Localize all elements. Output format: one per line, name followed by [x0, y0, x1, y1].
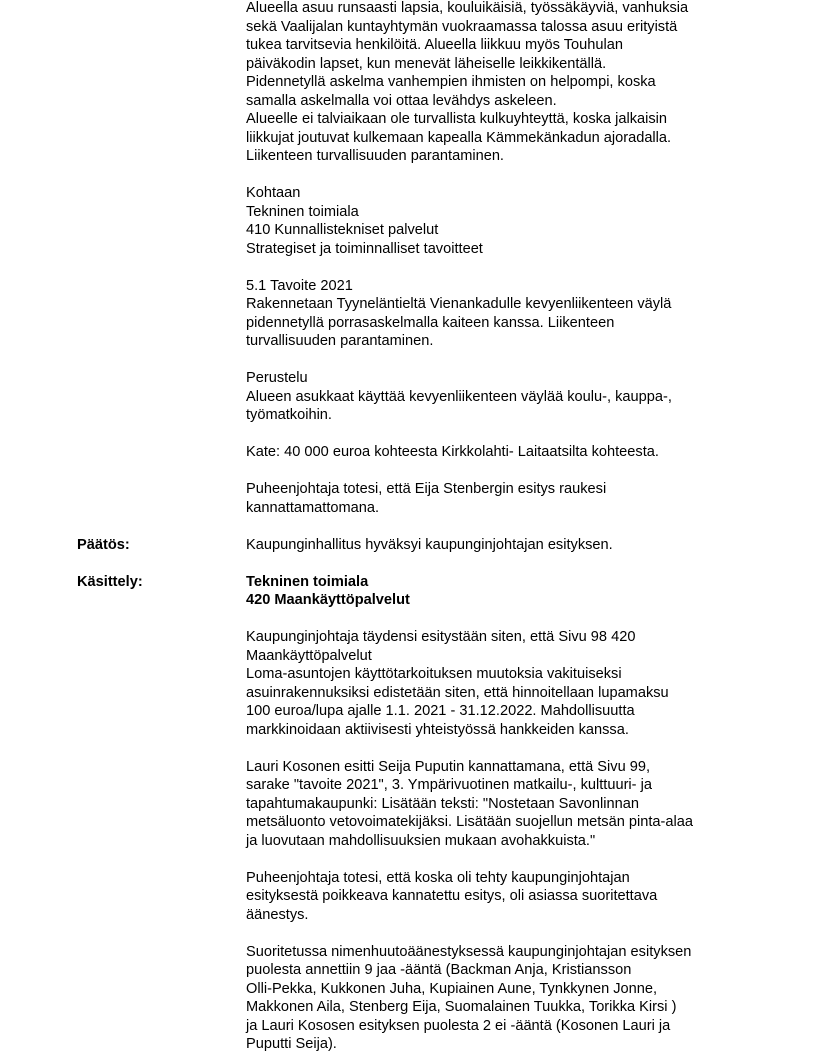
text-line: Loma-asuntojen käyttötarkoituksen muutoksia vakituiseksi [246, 666, 622, 682]
kasittely-paragraph-3 [246, 869, 746, 925]
kasittely-label: Käsittely: [77, 573, 143, 590]
text-line: Suoritetussa nimenhuutoäänestyksessä kaupunginjohtajan esityksen [246, 943, 692, 960]
text-line: Kohtaan [246, 185, 301, 201]
text-line: Perustelu [246, 370, 308, 386]
text-line: pidennetyllä porrasaskelmalla kaiteen kanssa. Liikenteen [246, 314, 615, 331]
text-line: Puheenjohtaja totesi, että koska oli tehty kaupunginjohtajan [246, 869, 630, 886]
text-line: Puputti Seija). [246, 1036, 337, 1052]
text-line: sekä Vaalijalan kuntayhtymän vuokraamassa talossa asuu erityistä [246, 18, 678, 35]
text-line: asuinrakennuksiksi edistetään siten, että hinnoitellaan lupamaksu [246, 684, 669, 701]
perustelu-paragraph [246, 369, 746, 425]
tavoite-paragraph [246, 277, 746, 351]
text-line: Olli-Pekka, Kukkonen Juha, Kupiainen Aune, Tynkkynen Jonne, [246, 980, 658, 997]
document-body [246, 0, 746, 1054]
kohtaan-paragraph [246, 184, 746, 258]
text-line: Kaupunginjohtaja täydensi esitystään siten, että Sivu 98 420 [246, 629, 636, 645]
heading-line: 420 Maankäyttöpalvelut [246, 592, 410, 608]
text-line: Strategiset ja toiminnalliset tavoitteet [246, 240, 483, 257]
kasittely-paragraph-1 [246, 628, 746, 739]
text-line: metsäluonto vetovoimatekijäksi. Lisätään suojellun metsän pinta-alaa [246, 814, 693, 830]
text-line: samalla askelmalla voi ottaa levähdys askeleen. [246, 92, 557, 109]
text-line: Liikenteen turvallisuuden parantaminen. [246, 148, 504, 164]
text-line: Pidennetyllä askelma vanhempien ihmisten on helpompi, koska [246, 74, 656, 90]
text-line: 410 Kunnallistekniset palvelut [246, 222, 439, 238]
text-line: Alueelle ei talviaikaan ole turvallista kulkuyhteyttä, koska jalkaisin [246, 111, 668, 127]
kasittely-paragraph-4 [246, 943, 746, 1054]
text-line: ja luovutaan mahdollisuuksien mukaan avohakkuista." [246, 832, 596, 849]
text-line: Puheenjohtaja totesi, että Eija Stenbergin esitys raukesi [246, 481, 607, 497]
kate-line: Kate: 40 000 euroa kohteesta Kirkkolahti- Laitaatsilta kohteesta. [246, 444, 659, 460]
kasittely-paragraph-2 [246, 758, 746, 851]
text-line: liikkujat joutuvat kulkemaan kapealla Kämmekänkadun ajoradalla. [246, 129, 672, 146]
text-line: päiväkodin lapset, kun menevät läheiselle leikkikentällä. [246, 55, 607, 72]
puheenjohtaja-paragraph [246, 480, 746, 517]
text-line: Tekninen toimiala [246, 203, 359, 220]
text-line: äänestys. [246, 906, 309, 923]
text-line: tapahtumakaupunki: Lisätään teksti: "Nostetaan Savonlinnan [246, 795, 639, 812]
text-line: markkinoidaan aktiivisesti yhteistyössä hankkeiden kanssa. [246, 721, 629, 738]
text-line: kannattamattomana. [246, 499, 380, 516]
text-line: Lauri Kosonen esitti Seija Puputin kannattamana, että Sivu 99, [246, 758, 651, 775]
text-line: Maankäyttöpalvelut [246, 647, 372, 664]
kasittely-heading [246, 573, 746, 610]
text-line: Alueella asuu runsaasti lapsia, kouluikäisiä, työssäkäyviä, vanhuksia [246, 0, 689, 16]
paatos-text: Kaupunginhallitus hyväksyi kaupunginjohtajan esityksen. [246, 536, 613, 553]
text-line: turvallisuuden parantaminen. [246, 333, 434, 349]
text-line: Alueen asukkaat käyttää kevyenliikenteen väylää koulu-, kauppa-, [246, 388, 672, 405]
paatos-label: Päätös: [77, 536, 130, 553]
heading-line: Tekninen toimiala [246, 573, 369, 590]
intro-paragraph [246, 0, 746, 166]
text-line: Makkonen Aila, Stenberg Eija, Suomalainen Tuukka, Torikka Kirsi ) [246, 999, 677, 1015]
text-line: 5.1 Tavoite 2021 [246, 277, 353, 294]
text-line: puolesta annettiin 9 jaa -ääntä (Backman Anja, Kristiansson [246, 962, 632, 978]
text-line: sarake "tavoite 2021", 3. Ympärivuotinen matkailu-, kulttuuri- ja [246, 777, 652, 793]
text-line: tukea tarvitsevia henkilöitä. Alueella liikkuu myös Touhulan [246, 37, 623, 53]
text-line: esityksestä poikkeava kannatettu esitys, oli asiassa suoritettava [246, 888, 658, 904]
text-line: 100 euroa/lupa ajalle 1.1. 2021 - 31.12.2022. Mahdollisuutta [246, 703, 635, 719]
text-line: ja Lauri Kososen esityksen puolesta 2 ei -ääntä (Kosonen Lauri ja [246, 1017, 671, 1034]
text-line: Rakennetaan Tyyneläntieltä Vienankadulle kevyenliikenteen väylä [246, 296, 672, 312]
text-line: työmatkoihin. [246, 407, 332, 423]
